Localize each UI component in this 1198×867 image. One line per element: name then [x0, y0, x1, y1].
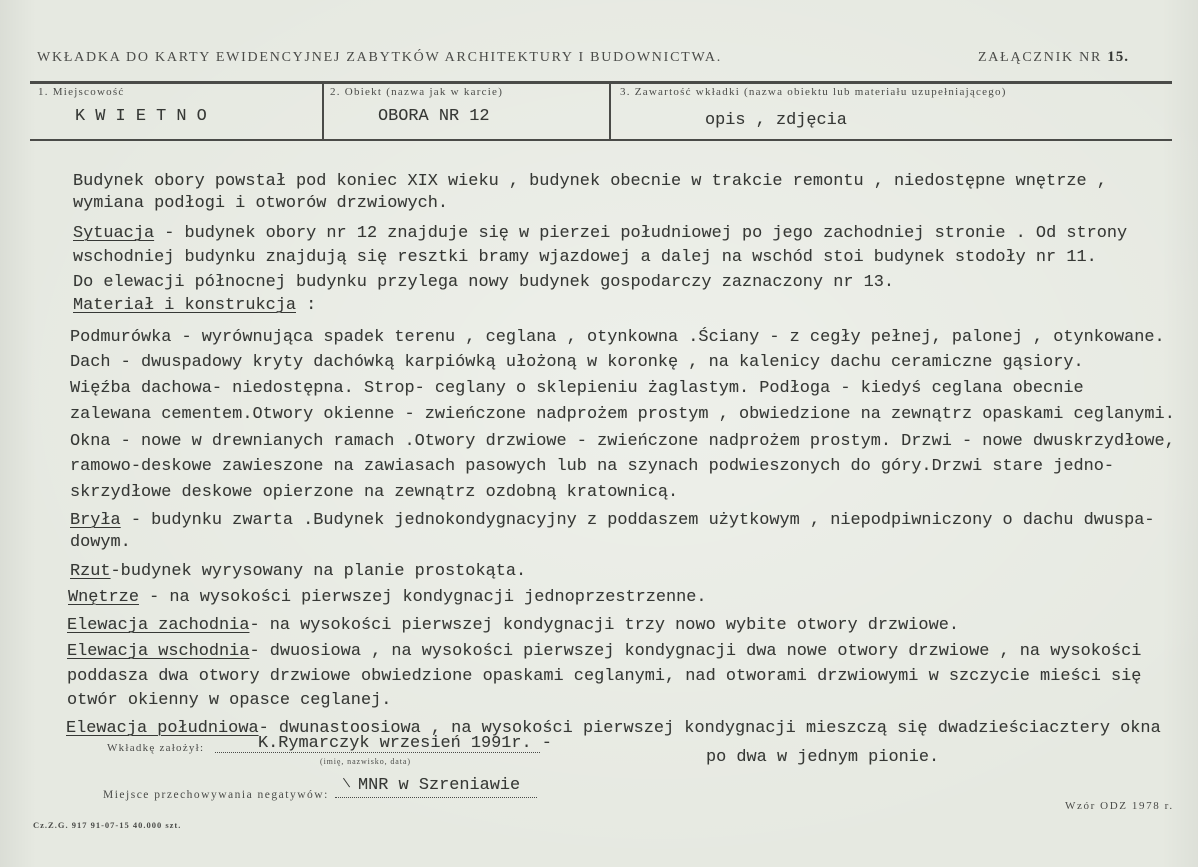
print-info: Cz.Z.G. 917 91-07-15 40.000 szt. — [33, 820, 182, 830]
header-rule — [30, 81, 1172, 84]
section-heading: Rzut — [70, 562, 111, 581]
field-divider — [322, 84, 324, 139]
description-text: - na wysokości pierwszej kondygnacji trzy nowo wybite otwory drzwiowe. — [249, 616, 959, 635]
field-locality-label: 1. Miejscowość — [38, 86, 125, 98]
description-line: Budynek obory powstał pod koniec XIX wieku , budynek obecnie w trakcie remontu , niedostępne wnętrze , — [73, 172, 1107, 191]
field-contents-value: opis , zdjęcia — [705, 111, 847, 130]
template-code: Wzór ODZ 1978 r. — [1065, 800, 1174, 812]
section-heading: Sytuacja — [73, 224, 155, 243]
description-text: - na wysokości pierwszej kondygnacji jednoprzestrzenne. — [138, 588, 707, 607]
section-heading: Bryła — [70, 511, 121, 530]
attachment-label: ZAŁĄCZNIK NR — [978, 50, 1108, 65]
negatives-dotted-line — [335, 797, 537, 798]
description-line: wschodniej budynku znajdują się resztki bramy wjazdowej a dalej na wschód stoi budynek stodoły nr 11. — [73, 248, 1097, 267]
description-text: : — [296, 296, 317, 315]
section-heading: Materiał i konstrukcja — [73, 296, 296, 315]
negatives-label: Miejsce przechowywania negatywów: — [103, 789, 329, 801]
form-title: WKŁADKA DO KARTY EWIDENCYJNEJ ZABYTKÓW ARCHITEKTURY I BUDOWNICTWA. — [37, 50, 722, 65]
author-value: K.Rymarczyk wrzesień 1991r. - — [258, 734, 552, 753]
attachment-number: 15. — [1107, 49, 1130, 65]
description-line — [73, 224, 1127, 244]
author-hint: (imię, nazwisko, data) — [320, 757, 411, 766]
pen-mark — [343, 778, 350, 788]
description-line — [68, 588, 707, 608]
description-text: - budynek obory nr 12 znajduje się w pierzei południowej po jego zachodniej stronie . Od strony — [154, 224, 1128, 243]
description-line: Do elewacji północnej budynku przylega nowy budynek gospodarczy zaznaczony nr 13. — [73, 273, 895, 292]
section-heading: Elewacja wschodnia — [67, 642, 250, 661]
description-line: otwór okienny w opasce ceglanej. — [67, 691, 392, 710]
field-locality-value: K W I E T N O — [75, 107, 207, 126]
description-line: ramowo-deskowe zawieszone na zawiasach pasowych lub na szynach podwieszonych do góry.Drzwi stare jedno- — [70, 457, 1115, 476]
field-divider — [609, 84, 611, 139]
description-line: skrzydłowe deskowe opierzone na zewnątrz ozdobną kratownicą. — [70, 483, 679, 502]
description-text: - budynku zwarta .Budynek jednokondygnacyjny z poddaszem użytkowym , niepodpiwniczony o dachu dwuspa- — [120, 511, 1155, 530]
description-line — [70, 562, 526, 582]
description-line: Okna - nowe w drewnianych ramach .Otwory drzwiowe - zwieńczone nadprożem prostym. Drzwi - nowe dwuskrzydłowe, — [70, 432, 1175, 451]
description-line — [66, 719, 1161, 739]
description-line: wymiana podłogi i otworów drzwiowych. — [73, 194, 449, 213]
fields-bottom-rule — [30, 139, 1172, 141]
description-line — [67, 616, 959, 636]
description-line: Dach - dwuspadowy kryty dachówką karpiówką ułożoną w koronkę , na kalenicy dachu ceramiczne gąsiory. — [70, 353, 1084, 372]
description-text: - dwuosiowa , na wysokości pierwszej kondygnacji dwa nowe otwory drzwiowe , na wysokości — [249, 642, 1142, 661]
description-line — [67, 642, 1141, 662]
description-text: - dwunastoosiowa , na wysokości pierwszej kondygnacji mieszczą się dwadzieściacztery okna — [258, 719, 1161, 738]
negatives-value: MNR w Szreniawie — [358, 776, 521, 795]
section-heading: Elewacja zachodnia — [67, 616, 250, 635]
section-heading: Wnętrze — [68, 588, 139, 607]
field-contents-label: 3. Zawartość wkładki (nazwa obiektu lub materiału uzupełniającego) — [620, 86, 1007, 98]
author-label: Wkładkę założył: — [107, 742, 205, 754]
attachment-heading — [978, 48, 1129, 67]
description-line — [73, 296, 316, 316]
field-object-label: 2. Obiekt (nazwa jak w karcie) — [330, 86, 504, 98]
description-line: Więźba dachowa- niedostępna. Strop- ceglany o sklepieniu żaglastym. Podłoga - kiedyś ceglana obecnie — [70, 379, 1084, 398]
description-line: zalewana cementem.Otwory okienne - zwieńczone nadprożem prostym , obwiedzione na zewnątrz opaskami ceglanymi. — [70, 405, 1175, 424]
field-object-value: OBORA NR 12 — [378, 107, 490, 126]
section-heading: Elewacja południowa — [66, 719, 259, 738]
description-text: -budynek wyrysowany na planie prostokąta. — [110, 562, 527, 581]
description-line: po dwa w jednym pionie. — [706, 748, 940, 767]
description-line: poddasza dwa otwory drzwiowe obwiedzione opaskami ceglanymi, nad otworami drzwiowymi w szczycie mieści się — [67, 667, 1142, 686]
description-line: Podmurówka - wyrównująca spadek terenu , ceglana , otynkowna .Ściany - z cegły pełnej, palonej , otynkowane. — [70, 328, 1165, 347]
description-line: dowym. — [70, 533, 131, 552]
description-line — [70, 511, 1155, 531]
